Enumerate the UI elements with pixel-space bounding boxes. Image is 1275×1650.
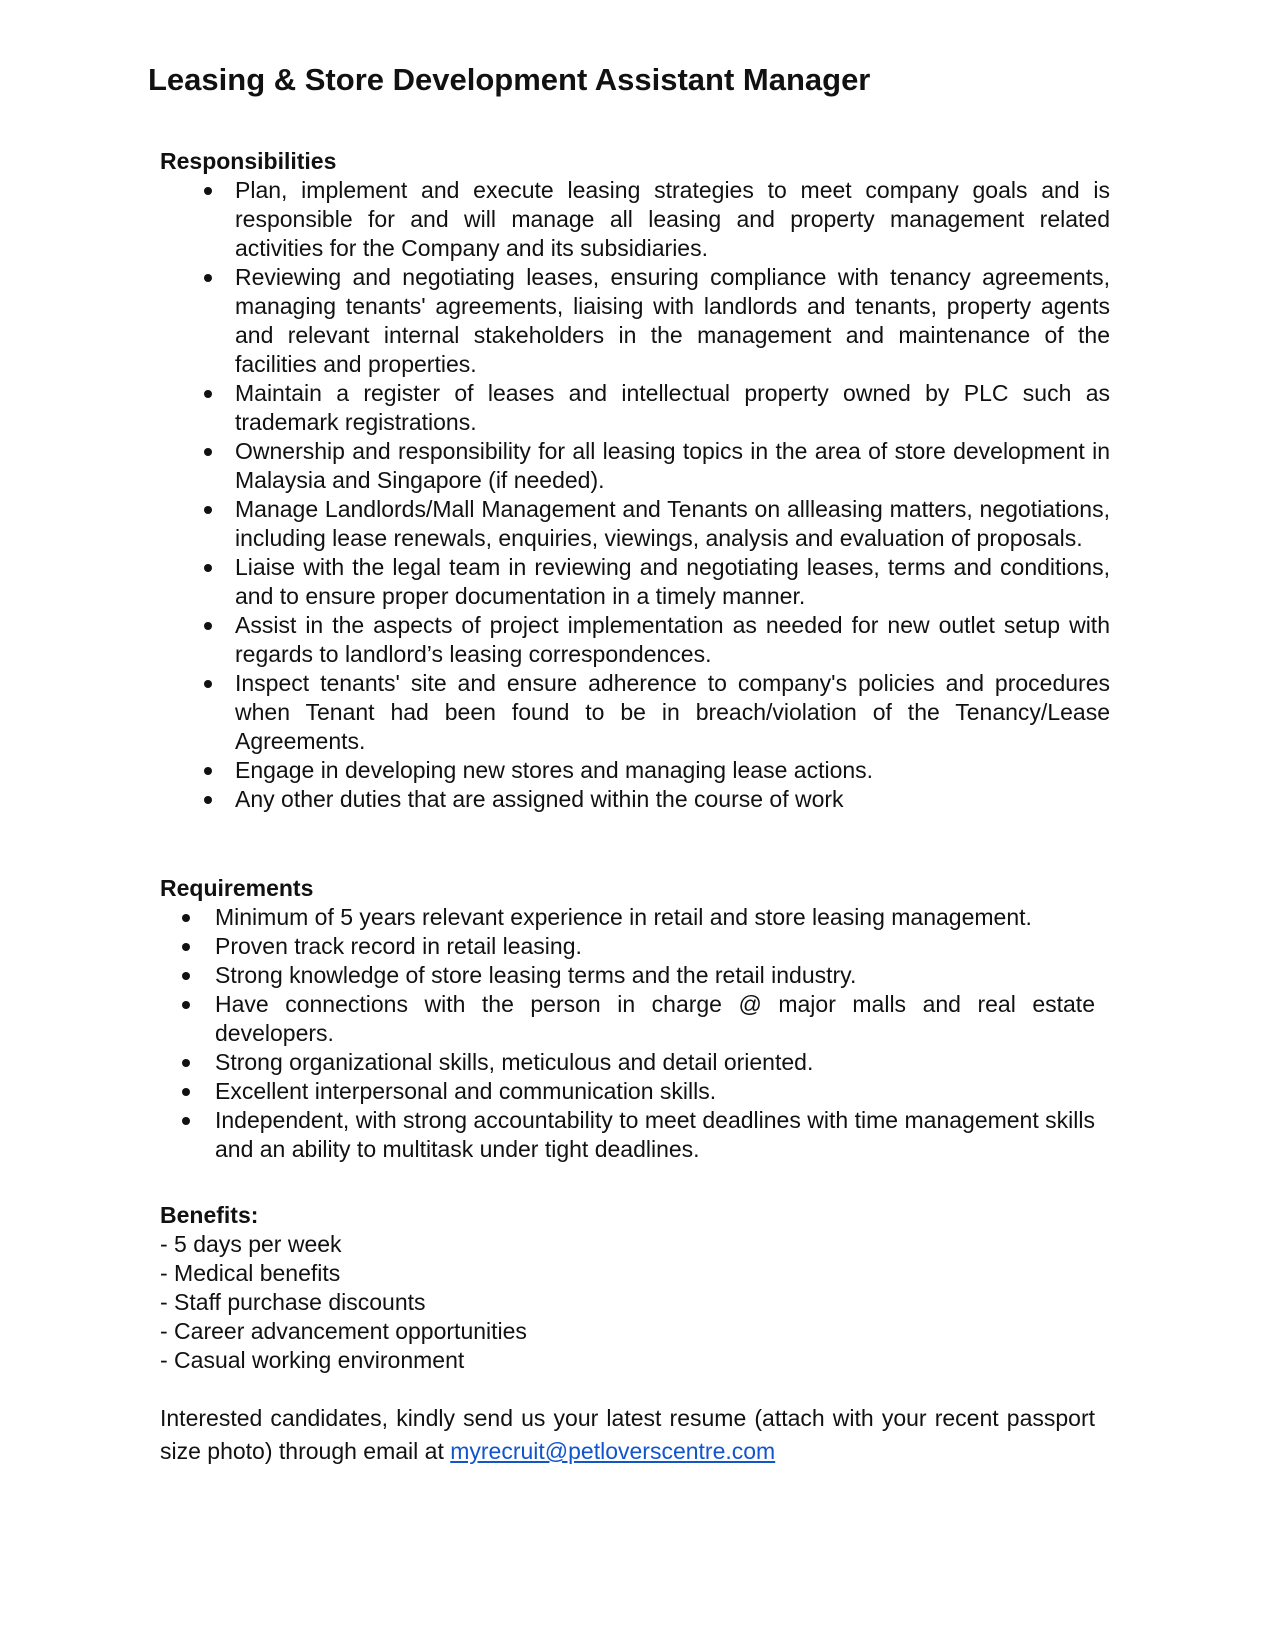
list-item-text: Maintain a register of leases and intellectual property owned by PLC such as trademark registrations. [235,380,1110,435]
requirements-section [160,874,1110,1164]
list-item [160,495,1110,553]
list-item [160,961,1095,990]
closing-paragraph [160,1402,1095,1468]
list-item [160,903,1095,932]
list-item [160,990,1095,1048]
list-item-text: Manage Landlords/Mall Management and Tenants on allleasing matters, negotiations, including lease renewals, enquiries, viewings, analysis and evaluation of proposals. [235,496,1110,551]
list-item-text: Excellent interpersonal and communication skills. [215,1078,717,1104]
bullet-icon [182,914,190,922]
bullet-icon [204,274,212,282]
bullet-icon [204,506,212,514]
benefits-heading: Benefits: [160,1202,259,1228]
list-item-text: Engage in developing new stores and managing lease actions. [235,757,874,783]
list-item [160,379,1110,437]
list-item-text: Liaise with the legal team in reviewing and negotiating leases, terms and conditions, and to ensure proper documentation in a timely manner. [235,554,1110,609]
list-item [160,1048,1095,1077]
list-item-text: Reviewing and negotiating leases, ensuring compliance with tenancy agreements, managing tenants' agreements, liaising with landlords and tenants, property agents and relevant internal stakeholders in the management and maintenance of the facilities and properties. [235,264,1110,377]
list-item-text: Proven track record in retail leasing. [215,933,582,959]
bullet-icon [204,187,212,195]
list-item: - Career advancement opportunities [160,1318,527,1344]
list-item-text: Minimum of 5 years relevant experience in retail and store leasing management. [215,904,1032,930]
list-item [160,611,1110,669]
bullet-icon [182,1001,190,1009]
bullet-icon [204,622,212,630]
bullet-icon [204,680,212,688]
benefits-list [160,1230,1110,1375]
list-item-text: Ownership and responsibility for all leasing topics in the area of store development in Malaysia and Singapore (if needed). [235,438,1110,493]
list-item: - Medical benefits [160,1260,341,1286]
list-item [160,263,1110,379]
bullet-icon [204,767,212,775]
list-item-text: Any other duties that are assigned within the course of work [235,786,844,812]
list-item-text: Strong knowledge of store leasing terms and the retail industry. [215,962,857,988]
list-item-text: Have connections with the person in charge @ major malls and real estate developers. [215,991,1095,1046]
bullet-icon [182,1059,190,1067]
bullet-icon [182,1088,190,1096]
list-item: - Staff purchase discounts [160,1289,426,1315]
list-item [160,553,1110,611]
bullet-icon [204,796,212,804]
page-title: Leasing & Store Development Assistant Manager [148,62,871,97]
responsibilities-list [160,176,1110,814]
requirements-heading: Requirements [160,875,314,901]
bullet-icon [182,943,190,951]
list-item-text: Independent, with strong accountability to meet deadlines with time management skills and an ability to multitask under tight deadlines. [215,1107,1095,1162]
list-item: - 5 days per week [160,1231,342,1257]
list-item [160,669,1110,756]
responsibilities-section [160,147,1110,814]
list-item-text: Strong organizational skills, meticulous and detail oriented. [215,1049,814,1075]
requirements-list [160,903,1110,1164]
bullet-icon [204,448,212,456]
list-item [160,756,1110,785]
email-link[interactable]: myrecruit@petloverscentre.com [450,1438,776,1464]
list-item [160,176,1110,263]
list-item [160,1077,1095,1106]
list-item-text: Assist in the aspects of project implementation as needed for new outlet setup with regards to landlord’s leasing correspondences. [235,612,1110,667]
list-item-text: Plan, implement and execute leasing strategies to meet company goals and is responsible for and will manage all leasing and property management related activities for the Company and its subsidiaries. [235,177,1110,261]
list-item [160,785,1110,814]
list-item [160,932,1095,961]
list-item: - Casual working environment [160,1347,465,1373]
bullet-icon [204,390,212,398]
bullet-icon [204,564,212,572]
list-item [160,1106,1095,1164]
benefits-section [160,1201,1110,1375]
bullet-icon [182,1117,190,1125]
responsibilities-heading: Responsibilities [160,148,337,174]
list-item [160,437,1110,495]
closing-text: Interested candidates, kindly send us your latest resume (attach with your recent passport size photo) through email at [160,1405,1095,1464]
list-item-text: Inspect tenants' site and ensure adherence to company's policies and procedures when Tenant had been found to be in breach/violation of the Tenancy/Lease Agreements. [235,670,1110,754]
bullet-icon [182,972,190,980]
